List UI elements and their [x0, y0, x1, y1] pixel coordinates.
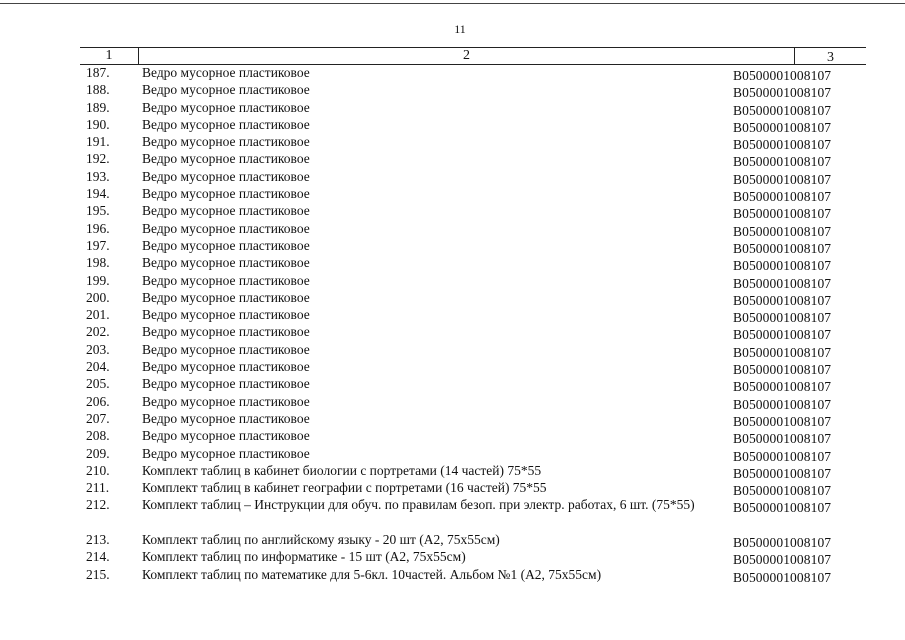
row-number: 215. [86, 566, 110, 582]
row-description: Ведро мусорное пластиковое [142, 376, 310, 392]
table-row [0, 496, 905, 531]
row-code: B0500001008107 [733, 483, 832, 499]
row-code: B0500001008107 [733, 206, 832, 222]
row-code: B0500001008107 [733, 154, 832, 170]
table-row [0, 358, 905, 378]
row-code: B0500001008107 [733, 552, 832, 568]
table-row [0, 81, 905, 101]
header-col-1: 1 [80, 48, 139, 64]
row-description: Ведро мусорное пластиковое [142, 99, 310, 115]
row-number: 196. [86, 220, 110, 236]
row-description: Ведро мусорное пластиковое [142, 341, 310, 357]
row-description: Комплект таблиц в кабинет географии с портретами (16 частей) 75*55 [142, 480, 547, 496]
row-code: B0500001008107 [733, 413, 832, 429]
row-description: Ведро мусорное пластиковое [142, 410, 310, 426]
row-description: Ведро мусорное пластиковое [142, 186, 310, 202]
row-number: 191. [86, 134, 110, 150]
row-description: Ведро мусорное пластиковое [142, 428, 310, 444]
row-code: B0500001008107 [733, 310, 832, 326]
table-row [0, 272, 905, 289]
row-number: 187. [86, 65, 110, 80]
page-number: 11 [454, 22, 466, 36]
row-number: 200. [86, 289, 110, 305]
row-number: 188. [86, 82, 110, 98]
row-code: B0500001008107 [733, 431, 832, 447]
table-row [0, 133, 905, 153]
row-description: Ведро мусорное пластиковое [142, 289, 310, 305]
table-row [0, 185, 905, 205]
row-description: Комплект таблиц по информатике - 15 шт (А2, 75х55см) [142, 549, 466, 565]
row-number: 194. [86, 186, 110, 202]
row-code: B0500001008107 [733, 240, 832, 256]
row-description: Ведро мусорное пластиковое [142, 307, 310, 323]
top-border-line [0, 3, 905, 4]
table-row [0, 341, 905, 358]
header-col-3: 3 [827, 50, 834, 65]
table-row [0, 410, 905, 427]
row-number: 205. [86, 376, 110, 392]
table-row [0, 548, 905, 568]
row-number: 211. [86, 480, 110, 496]
table-row [0, 323, 905, 343]
row-code: B0500001008107 [733, 223, 832, 239]
row-number: 203. [86, 341, 110, 357]
row-description: Ведро мусорное пластиковое [142, 445, 310, 461]
row-number: 201. [86, 307, 110, 323]
table-row [0, 445, 905, 462]
row-code: B0500001008107 [733, 448, 832, 464]
table-row [0, 99, 905, 116]
table-row [0, 202, 905, 222]
row-code: B0500001008107 [733, 258, 832, 274]
row-description: Комплект таблиц по английскому языку - 20 шт (А2, 75х55см) [142, 532, 500, 548]
row-number: 214. [86, 549, 110, 565]
row-description: Ведро мусорное пластиковое [142, 272, 310, 288]
table-row [0, 306, 905, 326]
row-description: Ведро мусорное пластиковое [142, 116, 310, 132]
row-number: 206. [86, 393, 110, 409]
table-row [0, 64, 905, 81]
table-row [0, 479, 905, 499]
row-number: 210. [86, 462, 110, 478]
row-number: 195. [86, 203, 110, 219]
row-description: Ведро мусорное пластиковое [142, 65, 310, 80]
table-row [0, 116, 905, 133]
row-code: B0500001008107 [733, 379, 832, 395]
table-header [80, 47, 866, 65]
row-code: B0500001008107 [733, 362, 832, 378]
row-description: Комплект таблиц по математике для 5-6кл. 10частей. Альбом №1 (А2, 75х55см) [142, 566, 602, 582]
table-row [0, 393, 905, 410]
row-code: B0500001008107 [733, 85, 832, 101]
row-code: B0500001008107 [733, 68, 832, 83]
row-number: 190. [86, 116, 110, 132]
row-code: B0500001008107 [733, 171, 832, 187]
table-row [0, 531, 905, 551]
row-description: Ведро мусорное пластиковое [142, 134, 310, 150]
row-number: 209. [86, 445, 110, 461]
row-number: 198. [86, 255, 110, 271]
row-number: 207. [86, 410, 110, 426]
row-code: B0500001008107 [733, 292, 832, 308]
row-description: Ведро мусорное пластиковое [142, 151, 310, 167]
row-description: Ведро мусорное пластиковое [142, 168, 310, 184]
row-number: 213. [86, 532, 110, 548]
row-description: Ведро мусорное пластиковое [142, 393, 310, 409]
table-row [0, 566, 905, 583]
row-number: 212. [86, 497, 110, 513]
row-code: B0500001008107 [733, 119, 832, 135]
row-code: B0500001008107 [733, 396, 832, 412]
row-number: 197. [86, 237, 110, 253]
row-description: Ведро мусорное пластиковое [142, 359, 310, 375]
table-row [0, 462, 905, 479]
row-description: Комплект таблиц – Инструкции для обуч. по правилам безоп. при электр. работах, 6 шт. (75*55) [142, 497, 695, 513]
table-row [0, 289, 905, 306]
row-code: B0500001008107 [733, 535, 832, 551]
row-code: B0500001008107 [733, 275, 832, 291]
row-code: B0500001008107 [733, 465, 832, 481]
table-row [0, 220, 905, 237]
row-description: Ведро мусорное пластиковое [142, 220, 310, 236]
row-code: B0500001008107 [733, 500, 832, 516]
row-number: 192. [86, 151, 110, 167]
row-code: B0500001008107 [733, 137, 832, 153]
row-code: B0500001008107 [733, 344, 832, 360]
table-row [0, 375, 905, 395]
row-code: B0500001008107 [733, 569, 832, 585]
row-description: Комплект таблиц в кабинет биологии с портретами (14 частей) 75*55 [142, 462, 542, 478]
row-description: Ведро мусорное пластиковое [142, 203, 310, 219]
table-row [0, 427, 905, 447]
row-number: 199. [86, 272, 110, 288]
row-code: B0500001008107 [733, 102, 832, 118]
row-code: B0500001008107 [733, 327, 832, 343]
row-number: 193. [86, 168, 110, 184]
row-description: Ведро мусорное пластиковое [142, 82, 310, 98]
row-number: 189. [86, 99, 110, 115]
row-number: 204. [86, 359, 110, 375]
table-row [0, 150, 905, 170]
table-row [0, 254, 905, 274]
row-description: Ведро мусорное пластиковое [142, 255, 310, 271]
table-body [0, 64, 905, 583]
row-description: Ведро мусорное пластиковое [142, 324, 310, 340]
row-number: 208. [86, 428, 110, 444]
row-number: 202. [86, 324, 110, 340]
table-row [0, 168, 905, 185]
table-row [0, 237, 905, 254]
header-col-2: 2 [139, 48, 795, 64]
row-code: B0500001008107 [733, 189, 832, 205]
row-description: Ведро мусорное пластиковое [142, 237, 310, 253]
